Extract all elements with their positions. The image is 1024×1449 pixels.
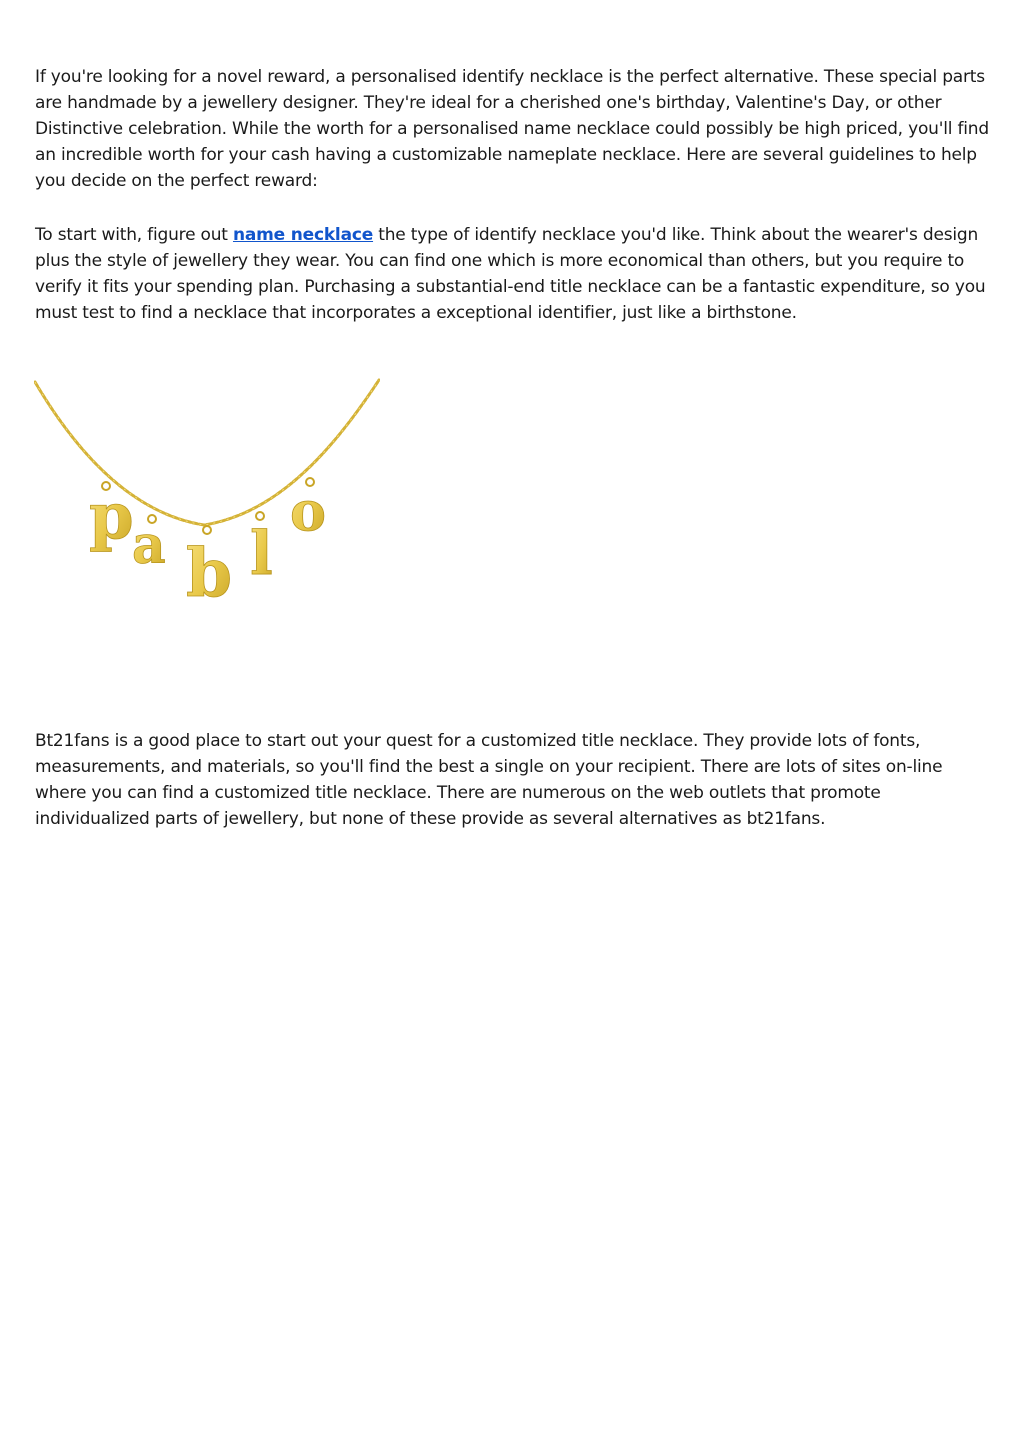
pendant-letter-1: p — [89, 479, 134, 554]
paragraph-choosing-end: the type of identify necklace you'd like. Think about the wearer's design plus the style of jewellery they wear. You can find one which is more economical than others, but you require to verify it fits your spending plan. Purchasing a substantial-end title necklace can be a fantastic expenditure, so you must test to find a necklace that incorporates a exceptional identifier, just like a birthstone. — [35, 225, 986, 323]
paragraph-intro: If you're looking for a novel reward, a personalised identify necklace is the perfect alternative. These special parts are handmade by a jewellery designer. They're ideal for a cherished one's birthday, Valentine's Day, or other Distinctive celebration. While the worth for a personalised name necklace could possibly be high priced, you'll find an incredible worth for your cash having a customizable nameplate necklace. Here are several guidelines to help you decide on the perfect reward: — [35, 67, 989, 191]
paragraph-choosing — [35, 222, 995, 326]
pendant-letter-2: a — [132, 515, 166, 576]
necklace-illustration — [34, 378, 380, 606]
pendant-letter-4: l — [250, 519, 273, 589]
pendant-letter-5: o — [290, 479, 327, 543]
necklace-image — [34, 378, 380, 606]
necklace-chain — [35, 380, 379, 525]
paragraph-choosing-start: To start with, figure out — [35, 225, 233, 245]
pendant-letter-3: b — [186, 534, 233, 606]
paragraph-bt21fans: Bt21fans is a good place to start out your quest for a customized title necklace. They provide lots of fonts, measurements, and materials, so you'll find the best a single on your recipient. There are lots of sites on-line where you can find a customized title necklace. There are numerous on the web outlets that promote individualized parts of jewellery, but none of these provide as several alternatives as bt21fans. — [35, 731, 943, 829]
name-necklace-link[interactable]: name necklace — [232, 225, 374, 245]
